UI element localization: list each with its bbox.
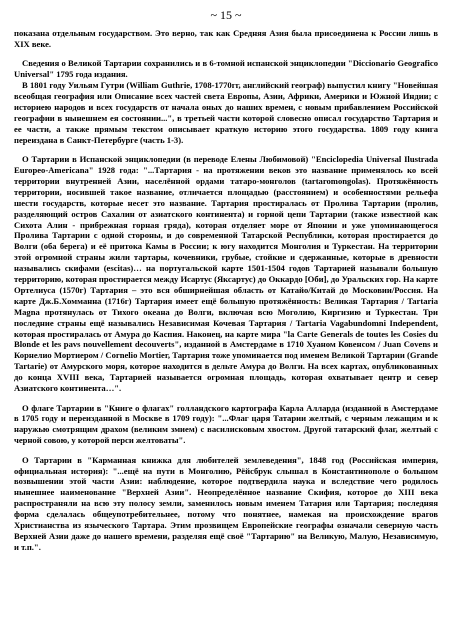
paragraph-spanish-encyclopedia: О Тартарии в Испанской энциклопедии (в переводе Елены Любимовой) "Enciclopedia Universal Ilustrada Europeo-Americana" 1928 года: "...Тартария - на протяжении веков это название применялось ко всей территории внутренней Азии, населённой ордами татаро-монголов (tartaromongolas). Протяжённость территории, носившей такое название, отличается площадью (расстоянием) и особенностями рельефа шести государств, которые несет это название. Тартария простиралась от Пролива Тартарии (пролив, разделяющий остров Сахалин от азиатского континента) и горной цепи Тартарии (также известной как Сихота Алин - прибрежная горная гряда), которая отделяет море от Японии и уже упоминающегося Пролива Тартарии с одной стороны, и до современной Татарской Республики, которая простирается до Волги (оба берега) и её притока Камы в России; к югу находится Монголия и Туркестан. На территории этой огромной страны жили тартары, кочевники, грубые, стойкие и сдержанные, которые в древности назывались скифами (escitas)… на португальской карте 1501-1504 годов Тартарией называли большую территорию, которая простирается между Иcартус (Яксартус) до Оккардо [Оби], до Уральских гор. На карте Ортелиуса (1570г) Тартария – это вся обширнейшая область от Катайо/Китай до Московии/Россия. На карте Дж.Б.Хомманна (1716г) Тартария имеет ещё большую протяжённость: Великая Тартария / Tartaria Magna протянулась от Тихого океана до Волги, включая всю Моголию, Киргизию и Туркестан. Три последние страны ещё назывались Независимая Кочевая Тартария / Tartaria Vagabundomni Independent, которая простиралась от Амура до Каспия. Наконец, на карте мира "la Carte Generals de toutes les Cosies du Blonde et les pavs nouvellement decouverts", изданной в Амстердаме в 1710 Хуаном Ковенсом / Juan Covens и Корнелио Мортиером / Cornelio Mortier, Тартария тоже упоминается под именем Великой Тартарии (Grande Tartarie) от Амурского моря, которое находится в дельте Амура до Волги. На всех картах, опубликованных до конца XVIII века, Тартарией называется огромная площадь, которая охватывает центр и север Азиатского континента…". — [14, 154, 438, 394]
paragraph-flag: О флаге Тартарии в "Книге о флагах" голландского картографа Карла Алларда (изданной в Амстердаме в 1705 году и переизданной в Москве в 1709 году): "...Флаг царя Татарии желтый, с черным лежащим и к наружью смотрящим драхом (великим змием) с василисковым хвостом. Другой татарский флаг, желтый с черной совою, у которой перси желтоваты". — [14, 402, 438, 446]
paragraph-guthrie: В 1801 году Уильям Гутри (William Guthrie, 1708-1770гг, английский географ) выпустил книгу "Новейшая всеобщая география или Описание всех частей света Европы, Азии, Африки, Америки и Южной Индии; с историею народов и всех государств от начала оных до наших времен, с новым прибавлением Российской географии в нынешнем ея состоянии...", в третьей части которой словесно описал государство Тартария и ее части, а также прямым текстом описывает краткую историю этого государства. 1809 году книга переиздана в Санкт-Петербурге (часть 1-3). — [14, 80, 438, 145]
paragraph-pocket-book: О Тартарии в "Карманная книжка для любителей землеведения", 1848 год (Российская империя, официальная история): "...ещё на пути в Монголию, Рёйсбрук слышал в Константинополе о большом возвышении этой части Азии: наблюдение, которое подтвердила наука и вследствие чего родилось нынешнее наименование "Верхней Азии". Неопределённое название Скифия, которое до XIII века распространяли на всю эту полосу земли, заменилось новым именем Татария или Тартария; последняя форма сделалась общеупотребительнее, потому что понятнее, намекая на происхождение врагов Христианства из языческого Тартара. Этим прозвищем Европейские географы означали северную часть Верхней Азии даже до нашего времени, разделяя ещё своё "Тартарию" на Великую, Малую, Независимую, и т.п.". — [14, 454, 438, 552]
paragraph-central-asia: показана отдельным государством. Это верно, так как Средняя Азия была присоединена к России лишь в XIX веке. — [14, 28, 438, 49]
paragraph-spanish-dictionary: Сведения о Великой Тартарии сохранились и в 6-томной испанской энциклопедии "Diccionario Geografico Universal" 1795 года издания. — [14, 58, 438, 80]
page-number: ~ 15 ~ — [210, 8, 242, 22]
document-page — [14, 8, 438, 561]
